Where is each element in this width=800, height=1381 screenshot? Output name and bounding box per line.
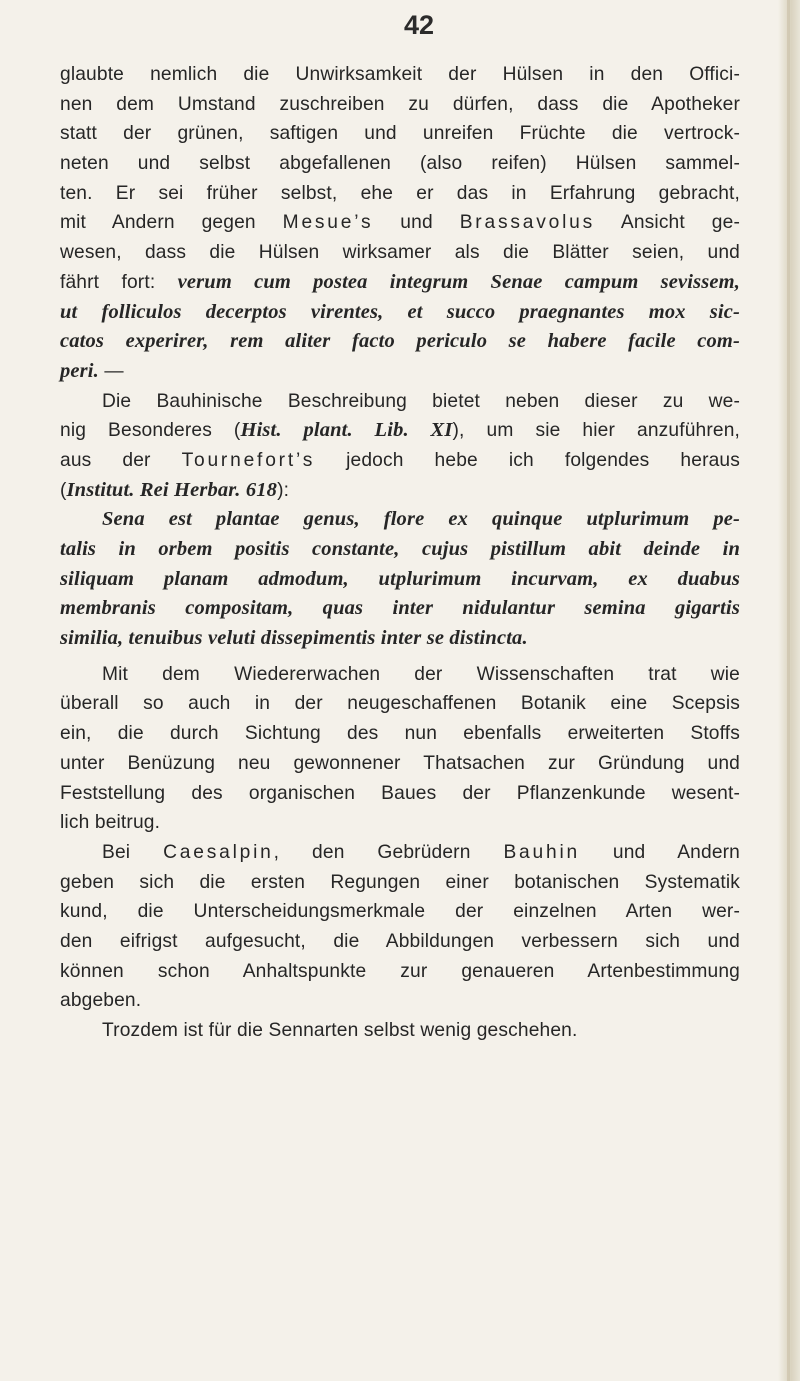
text-line: den eifrigst aufgesucht, die Abbildungen verbessern sich und (60, 930, 740, 952)
text-line: (Institut. Rei Herbar. 618): (60, 478, 290, 501)
text-line (60, 594, 740, 624)
text-line (60, 624, 740, 654)
text-line (60, 327, 740, 357)
author-name: Mesue’s (282, 212, 374, 234)
text-line: nen dem Umstand zuschreiben zu dürfen, dass die Apotheker (60, 93, 740, 115)
text-line: ein, die durch Sichtung des nun ebenfalls erweiterten Stoffs (60, 723, 740, 745)
text-line: können schon Anhaltspunkte zur genaueren Artenbestimmung (60, 960, 740, 982)
paragraph (60, 660, 740, 838)
text-line: ten. Er sei früher selbst, ehe er das in Erfahrung gebracht, (60, 182, 740, 204)
text-line: mit Andern gegen Mesue’s und Brassavolus Ansicht ge- (60, 212, 740, 234)
paragraph-latin-quotation (60, 505, 740, 653)
paragraph (60, 387, 740, 506)
paragraph (60, 60, 740, 387)
text-line: peri. — (60, 359, 124, 382)
latin-quote: catos experirer, rem aliter facto periculo se habere facile com- (60, 330, 740, 353)
latin-quote: similia, tenuibus veluti dissepimentis inter se distincta. (60, 627, 528, 650)
author-name: Bauhin (503, 841, 580, 863)
latin-quote: peri. (60, 359, 99, 382)
text-line: lich beitrug. (60, 812, 161, 834)
text-line (60, 298, 740, 328)
page-number: 42 (404, 10, 435, 40)
text-line: Die Bauhinische Beschreibung bietet neben dieser zu we- (102, 390, 740, 412)
text-line (60, 535, 740, 565)
paragraph (60, 838, 740, 1016)
text-line: Trozdem ist für die Sennarten selbst wenig geschehen. (102, 1020, 578, 1041)
citation: Institut. Rei Herbar. 618 (66, 478, 278, 501)
text-line: abgeben. (60, 990, 142, 1012)
text-line: glaubte nemlich die Unwirksamkeit der Hülsen in den Offici- (60, 64, 740, 85)
text-line: überall so auch in der neugeschaffenen Botanik eine Scepsis (60, 693, 740, 715)
author-name: Caesalpin (163, 841, 274, 863)
text-line: Mit dem Wiedererwachen der Wissenschaften trat wie (102, 663, 740, 685)
text-line: unter Benüzung neu gewonnener Thatsachen zur Gründung und (60, 752, 740, 774)
text-line: Feststellung des organischen Baues der Pflanzenkunde wesent- (60, 782, 740, 804)
latin-quote: verum cum postea integrum Senae campum sevissem, (177, 270, 740, 293)
text-line: aus der Tournefort’s jedoch hebe ich folgendes heraus (60, 449, 740, 471)
latin-quote: membranis compositam, quas inter nidulantur semina gigartis (60, 597, 740, 620)
text-line: kund, die Unterscheidungsmerkmale der einzelnen Arten wer- (60, 901, 740, 923)
latin-quote: siliquam planam admodum, utplurimum incurvam, ex duabus (60, 567, 740, 590)
latin-quote: Sena est plantae genus, flore ex quinque utplurimum pe- (102, 508, 740, 531)
author-name: Tournefort’s (181, 449, 316, 471)
text-line: fährt fort: verum cum postea integrum Senae campum sevissem, (60, 270, 740, 293)
page-edge-line (787, 0, 790, 1381)
text-line: neten und selbst abgefallenen (also reifen) Hülsen sammel- (60, 153, 740, 175)
citation: Hist. plant. Lib. XI (240, 419, 453, 442)
text-line (60, 505, 740, 535)
latin-quote: talis in orbem positis constante, cujus pistillum abit deinde in (60, 538, 740, 560)
text-line: nig Besonderes (Hist. plant. Lib. XI), um sie hier anzuführen, (60, 419, 740, 442)
author-name: Brassavolus (459, 212, 596, 234)
text-line: statt der grünen, saftigen und unreifen Früchte die vertrock- (60, 123, 740, 145)
latin-quote: ut folliculos decerptos virentes, et succo praegnantes mox sic- (60, 300, 740, 323)
text-line: geben sich die ersten Regungen einer botanischen Systematik (60, 871, 740, 893)
paragraph (60, 1016, 740, 1046)
text-line (60, 565, 740, 595)
text-line: Bei Caesalpin, den Gebrüdern Bauhin und Andern (102, 841, 740, 863)
text-line: wesen, dass die Hülsen wirksamer als die Blätter seien, und (60, 242, 740, 264)
body-text (60, 60, 740, 1046)
